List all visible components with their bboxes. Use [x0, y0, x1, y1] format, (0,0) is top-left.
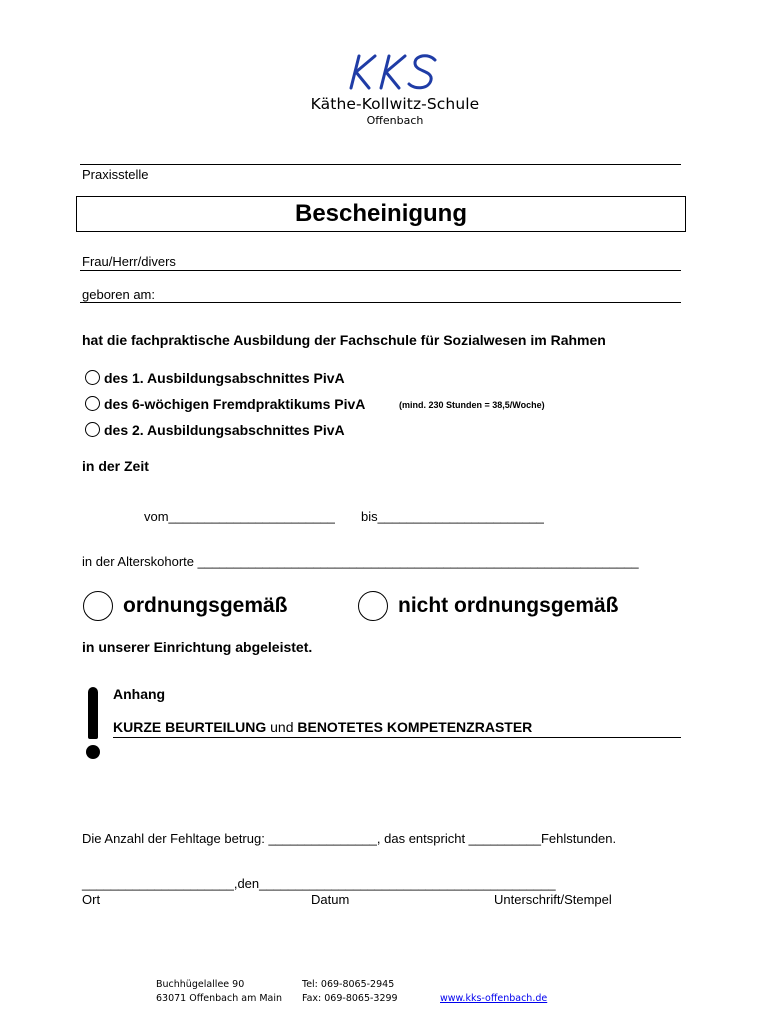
option-2-note: (mind. 230 Stunden = 38,5/Woche) [399, 400, 545, 410]
result-ok-radio[interactable] [83, 591, 113, 621]
option-2-label: des 6-wöchigen Fremdpraktikums PivA [104, 396, 366, 412]
footer-street: Buchhügelallee 90 [156, 979, 245, 990]
attachment-heading: Anhang [113, 686, 166, 702]
footer-contact [302, 978, 398, 1006]
option-1-radio[interactable] [85, 370, 100, 385]
born-label: geboren am: [82, 287, 155, 302]
footer-website-link[interactable]: www.kks-offenbach.de [440, 993, 548, 1004]
footer-tel: Tel: 069-8065-2945 [302, 979, 395, 990]
school-name: Käthe-Kollwitz-Schule [310, 95, 480, 113]
attachment-and: und [270, 719, 294, 735]
absence-field[interactable]: Die Anzahl der Fehltage betrug: _______________, das entspricht __________Fehlstunden. [82, 831, 617, 846]
option-3-label: des 2. Ausbildungsabschnittes PivA [104, 422, 345, 438]
footer-website-wrap [440, 992, 547, 1006]
result-ok-label: ordnungsgemäß [123, 594, 288, 617]
footer-fax: Fax: 069-8065-3299 [302, 993, 398, 1004]
person-line[interactable] [80, 270, 681, 271]
attachment-item-2: BENOTETES KOMPETENZRASTER [297, 719, 533, 735]
attachment-underline [113, 737, 681, 738]
attachment-line [113, 719, 532, 735]
exclamation-dot-icon [86, 745, 100, 759]
result-not-ok-label: nicht ordnungsgemäß [398, 594, 619, 617]
completed-text: in unserer Einrichtung abgeleistet. [82, 639, 313, 655]
person-label: Frau/Herr/divers [82, 254, 176, 269]
option-3-radio[interactable] [85, 422, 100, 437]
footer-city: 63071 Offenbach am Main [156, 993, 283, 1004]
attachment-item-1: KURZE BEURTEILUNG [113, 719, 267, 735]
praxisstelle-label: Praxisstelle [82, 167, 149, 182]
praxisstelle-line [80, 164, 681, 165]
result-not-ok-radio[interactable] [358, 591, 388, 621]
born-line[interactable] [80, 302, 681, 303]
option-2-radio[interactable] [85, 396, 100, 411]
signature-label: Unterschrift/Stempel [494, 892, 612, 907]
place-label: Ort [82, 892, 101, 907]
from-date-field[interactable]: vom_______________________ [144, 509, 335, 524]
intro-text: hat die fachpraktische Ausbildung der Fachschule für Sozialwesen im Rahmen [82, 332, 606, 348]
exclamation-icon [88, 687, 98, 739]
period-label: in der Zeit [82, 458, 149, 474]
footer-address [156, 978, 282, 1006]
signature-line[interactable]: _____________________,den_________________________________________ [82, 876, 556, 891]
to-date-field[interactable]: bis_______________________ [361, 509, 544, 524]
title-box [76, 196, 686, 232]
school-logo [345, 48, 445, 94]
date-label: Datum [311, 892, 350, 907]
age-cohort-field[interactable]: in der Alterskohorte _____________________________________________________________ [82, 554, 639, 569]
page-title: Bescheinigung [294, 200, 468, 227]
school-city: Offenbach [366, 114, 424, 127]
option-1-label: des 1. Ausbildungsabschnittes PivA [104, 370, 345, 386]
